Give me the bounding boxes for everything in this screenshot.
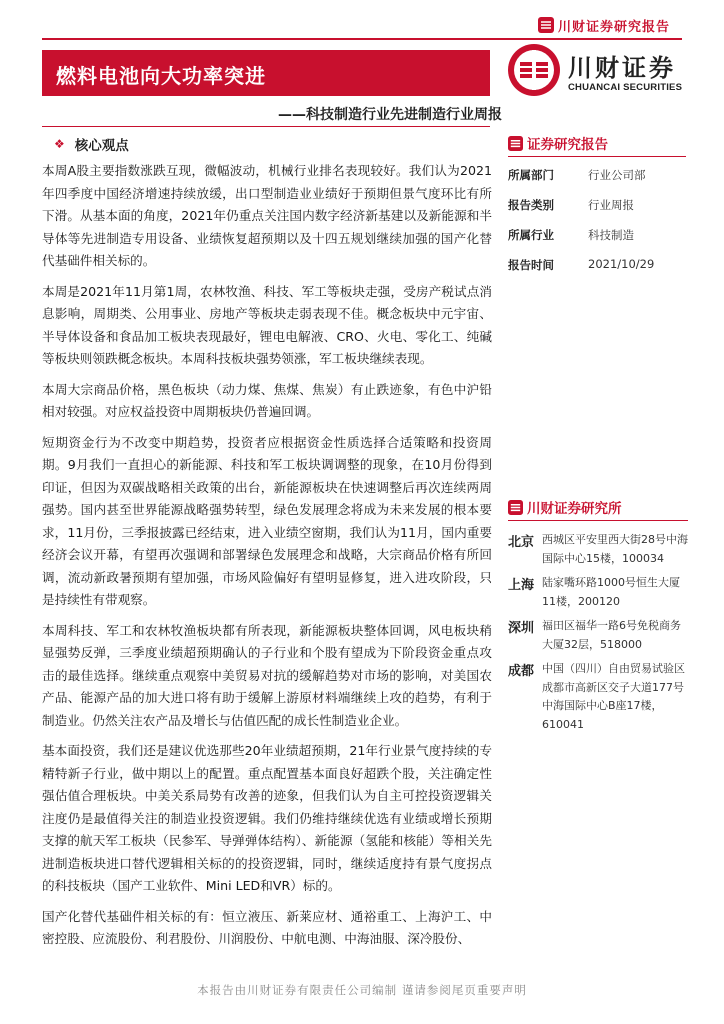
info-value: 科技制造 <box>588 228 634 242</box>
info-key: 报告类别 <box>508 198 554 212</box>
side-rule <box>508 156 686 157</box>
office-city: 深圳 <box>508 621 535 636</box>
report-info-title: 证券研究报告 <box>527 137 608 153</box>
paragraph: 短期资金行为不改变中期趋势，投资者应根据资金性质选择合适策略和投资周期。9月我们一直担心的新能源、科技和军工板块调调整的现象，在10月份得到印证，但因为双碳战略相关政策的出台，新能源板块在快速调整后再次连续两周强势。国内甚至世界能源战略强势转型，绿色发展理念将成为未来发展的根本要求，11月份，三季报披露已经结束，进入业绩空窗期，我们认为11月，国内重要经济会议开幕，有望再次强调和部署绿色发展理念和战略，大宗商品价格有所回调，流动新政暑预期有望加强，市场风险偏好有望明显修复，进入进攻阶段，只是持续性有带观察。 <box>42 434 492 607</box>
paragraph: 本周是2021年11月第1周，农林牧渔、科技、军工等板块走强，受房产税试点消息影响，周期类、公用事业、房地产等板块走弱表现不佳。概念板块中元宇宙、半导体设备和食品加工板块表现最好，锂电电解液、CRO、火电、零化工、纯碱等板块则领跌概念板块。本周科技板块强势领涨，军工板块继续表现。 <box>42 283 492 366</box>
office-city: 上海 <box>508 578 535 593</box>
main-content <box>42 132 492 959</box>
info-row-industry <box>508 227 686 257</box>
office-address: 福田区福华一路6号免税商务大厦32层，518000 <box>542 619 681 651</box>
office-shanghai <box>508 574 688 611</box>
institute-panel <box>508 498 688 740</box>
office-beijing <box>508 531 688 568</box>
paragraph: 本周科技、军工和农林牧渔板块都有所表现，新能源板块整体回调，风电板块稍显强势反弹，三季度业绩超预期确认的子行业和个股有望成为下阶段资金重点攻击的最佳选择。继续重点观察中美贸易对抗的缓解趋势对市场的影响，对美国农产品、能源产品的加大进口将有助于缓解上游原材料端继续上攻的趋势，有利于制造业。仍然关注农产品及增长与估值匹配的成长性制造业企业。 <box>42 622 492 728</box>
institute-heading <box>508 498 688 516</box>
info-row-date <box>508 257 686 287</box>
paragraph: 基本面投资，我们还是建议优选那些20年业绩超预期，21年行业景气度持续的专精特新子行业，做中期以上的配置。重点配置基本面良好超跌个股，关注确定性强估值合理板块。中美关系局势有改善的迹象，但我们认为自主可控投资逻辑关注度仍是最值得关注的制造业投资逻辑。我们仍维持继续优选有业绩或增长预期支撑的航天军工板块（民参军、导弹弹体结构）、新能源（氢能和核能）等相关先进制造板块进口替代逻辑相关标的的投资逻辑，同时，继续适度持有景气度拐点的科技板块（国产工业软件、Mini LED和VR）标的。 <box>42 743 492 893</box>
office-shenzhen <box>508 617 688 654</box>
top-rule <box>42 38 682 40</box>
company-logo-icon <box>506 42 562 98</box>
logo-cn-text: 川财证券 <box>568 54 676 82</box>
core-view-heading <box>42 132 492 156</box>
office-chengdu <box>508 660 688 734</box>
info-key: 所属部门 <box>508 168 554 182</box>
info-key: 报告时间 <box>508 258 554 272</box>
info-key: 所属行业 <box>508 228 554 242</box>
diamond-bullet-icon: ❖ <box>54 137 65 151</box>
office-address: 中国（四川）自由贸易试验区成都市高新区交子大道177号中海国际中心B座17楼，610041 <box>542 662 685 731</box>
logo-en-text: CHUANCAI SECURITIES <box>568 82 683 93</box>
paragraph: 国产化替代基础件相关标的有：恒立液压、新莱应材、通裕重工、上海沪工、中密控股、应流股份、利君股份、川润股份、中航电测、中海油服、深冷股份、 <box>42 908 492 946</box>
info-value: 行业公司部 <box>588 168 646 182</box>
company-logo <box>506 42 686 98</box>
brand-logo-icon <box>538 17 554 33</box>
title-banner <box>42 50 490 96</box>
core-view-label: 核心观点 <box>74 138 129 154</box>
brand-logo-icon <box>508 136 523 151</box>
info-row-department <box>508 167 686 197</box>
side-rule <box>508 520 688 521</box>
title-rule <box>42 126 490 127</box>
brand-text: 川财证券研究报告 <box>558 19 671 35</box>
paragraph: 本周大宗商品价格，黑色板块（动力煤、焦煤、焦炭）有止跌迹象，有色中沪铅相对较强。对应权益投资中周期板块仍普遍回调。 <box>42 381 492 419</box>
info-row-category <box>508 197 686 227</box>
office-city: 成都 <box>508 664 535 679</box>
office-city: 北京 <box>508 535 535 550</box>
report-title: 燃料电池向大功率突进 <box>56 64 266 88</box>
office-address: 西城区平安里西大街28号中海国际中心15楼，100034 <box>542 533 688 565</box>
info-value: 2021/10/29 <box>588 257 655 271</box>
institute-title: 川财证券研究所 <box>527 501 622 517</box>
office-address: 陆家嘴环路1000号恒生大厦11楼，200120 <box>542 576 680 608</box>
paragraph: 本周A股主要指数涨跌互现，微幅波动，机械行业排名表现较好。我们认为2021年四季度中国经济增速持续放缓，出口型制造业业绩好于预期但景气度环比有所下滑。从基本面的角度，2021年仍重点关注国内数字经济新基建以及新能源和半导体等先进制造专用设备、业绩恢复超预期以及十四五规划继续加强的国产化替代基础件相关标的。 <box>42 163 492 268</box>
info-value: 行业周报 <box>588 198 634 212</box>
report-subtitle: ——科技制造行业先进制造行业周报 <box>278 107 502 123</box>
report-info-panel <box>508 134 686 287</box>
top-brand <box>538 14 670 36</box>
footer-disclaimer: 本报告由川财证券有限责任公司编制 谨请参阅尾页重要声明 <box>197 983 527 997</box>
report-info-heading <box>508 134 686 152</box>
brand-logo-icon <box>508 500 523 515</box>
